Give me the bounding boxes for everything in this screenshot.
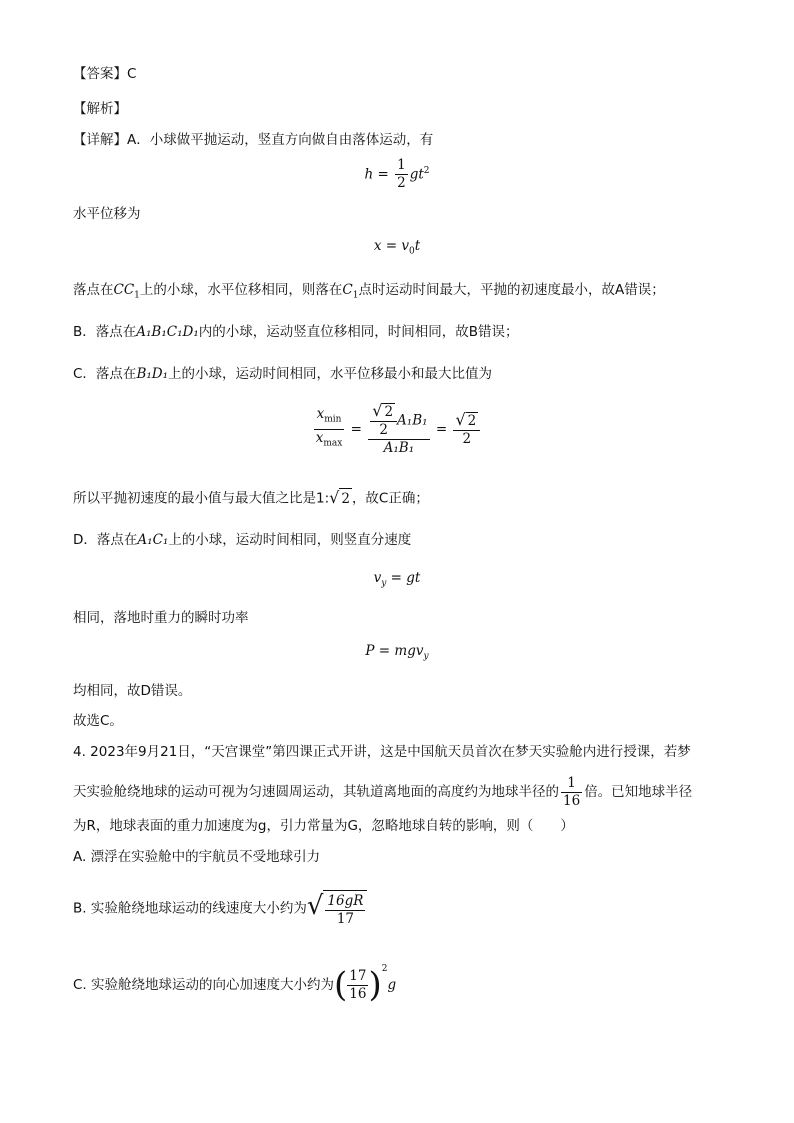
b-plane: A₁B₁C₁D₁	[136, 324, 199, 340]
q4-fraction	[561, 775, 582, 810]
ratio-seg-den: A₁B₁	[383, 440, 415, 456]
answer-label: 【答案】	[73, 66, 127, 82]
equation-h: h = $\frac{1}{2}$ $gt^2$	[364, 157, 430, 191]
choose-answer: 故选C。	[73, 713, 123, 729]
ratio-seg-num: A₁B₁	[397, 412, 428, 429]
eq-h-fraction	[395, 157, 408, 192]
ratio-xmin: x	[316, 406, 325, 423]
c-pre: C．落点在	[73, 366, 137, 382]
eq-x-sub: 0	[408, 246, 415, 257]
q4-frac-den: 16	[563, 792, 581, 809]
eq-h-right: gt	[409, 166, 424, 183]
ratio-result-fraction: $\frac{√ 2}{2}$	[453, 411, 480, 448]
c-conclusion-sqrt: √ 2	[329, 488, 350, 507]
equation-ratio: $\frac{x_{min}}{x_{max}}$ = $\frac{√ 2}{2}$ A₁B₁ A₁B₁ = $\frac{√ 2}{2}$	[0, 402, 794, 457]
eq-vy-right: = gt	[386, 570, 421, 586]
q4-optc-pre: C. 实验舱绕地球运动的向心加速度大小约为	[73, 977, 335, 993]
ratio-half-sqrt2: $\frac{√ 2}{2}$	[370, 402, 397, 439]
b-pre: B．落点在	[73, 324, 137, 340]
ratio-left-fraction	[314, 406, 345, 452]
q4-line1: 4. 2023年9月21日，“天宫课堂”第四课正式开讲，这是中国航天员首次在梦天实验舱内进行授课，若梦	[73, 744, 691, 760]
eq-h-left: h =	[364, 166, 394, 183]
a-pt: C	[342, 282, 353, 298]
d-post: 上的小球，运动时间相同，则竖直分速度	[168, 532, 412, 548]
q4-optc-den: 16	[349, 985, 367, 1002]
option-b-analysis	[73, 322, 519, 342]
d-same: 相同，落地时重力的瞬时功率	[73, 610, 249, 626]
detail-intro: 【详解】A．小球做平抛运动，竖直方向做自由落体运动，有	[73, 132, 434, 148]
c-conclusion-pre: 所以平抛初速度的最小值与最大值之比是1:	[73, 490, 330, 507]
c-conclusion-post: ，故C正确；	[351, 490, 429, 507]
analysis-label: 【解析】	[73, 101, 127, 117]
b-post: 内的小球，运动竖直位移相同，时间相同，故B错误；	[198, 324, 519, 340]
q4-option-b	[73, 886, 367, 931]
eq-x-left: x = v	[373, 238, 409, 254]
eq-h-num: 1	[397, 157, 406, 173]
q4-optc-fraction	[347, 968, 368, 1003]
eq-vy-sub: y	[381, 578, 387, 589]
equation-p	[0, 643, 794, 662]
ratio-half-den: 2	[379, 422, 388, 438]
q4-optc-post: g	[387, 977, 397, 993]
q4-line2-post: 倍。已知地球半径	[584, 784, 693, 800]
q4-frac-num: 1	[561, 775, 582, 793]
ratio-sqrt2: 2	[384, 404, 394, 420]
q4-option-a: A. 漂浮在实验舱中的宇航员不受地球引力	[73, 849, 321, 865]
a-seg-sub: 1	[134, 290, 140, 301]
ratio-xmax: x	[315, 430, 324, 446]
a-pre: 落点在	[73, 282, 114, 298]
c-post: 上的小球，运动时间相同，水平位移最小和最大比值为	[168, 366, 493, 382]
answer-value: C	[127, 66, 137, 82]
a-mid: 上的小球，水平位移相同，则落在	[139, 282, 343, 298]
q4-option-c: C. 实验舱绕地球运动的向心加速度大小约为( $\frac{17}{16}$ )$^2$g	[73, 964, 397, 1005]
eq-p-left: P = mgv	[365, 643, 424, 659]
c-conclusion	[73, 488, 429, 509]
a-seg: CC	[113, 282, 135, 298]
q4-optb-sqrt: √ $\frac{16gR}{17}$	[307, 886, 368, 931]
equation-x	[0, 238, 794, 257]
ratio-max-sub: max	[323, 438, 343, 449]
a-pt-sub: 1	[352, 290, 359, 301]
q4-optc-exp: 2	[381, 964, 388, 974]
eq-p-sub: y	[423, 651, 429, 662]
option-c-analysis	[73, 364, 492, 384]
c-seg: B₁D₁	[136, 366, 169, 382]
equation-vy	[0, 570, 794, 589]
horizontal-label: 水平位移为	[73, 206, 141, 222]
ratio-min-sub: min	[324, 415, 342, 425]
q4-line3: 为R，地球表面的重力加速度为g，引力常量为G，忽略地球自转的影响，则（ ）	[73, 818, 574, 834]
ratio-result-num: 2	[467, 413, 477, 429]
q4-optb-den: 17	[336, 911, 355, 927]
eq-x-t: t	[414, 238, 421, 254]
q4-line2-pre: 天实验舱绕地球的运动可视为匀速圆周运动，其轨道离地面的高度约为地球半径的	[73, 784, 559, 800]
option-a-analysis	[73, 280, 665, 306]
a-post: 点时运动时间最大，平抛的初速度最小，故A错误；	[358, 282, 665, 298]
d-seg: A₁C₁	[137, 532, 169, 548]
c-conclusion-rad: 2	[339, 488, 352, 509]
d-pre: D．落点在	[73, 532, 138, 548]
eq-h-den: 2	[397, 175, 406, 191]
q4-optb-num: 16gR	[327, 893, 364, 909]
q4-optb-pre: B. 实验舱绕地球运动的线速度大小约为	[73, 900, 307, 917]
answer-line	[73, 64, 136, 84]
eq-vy-left: v	[373, 570, 382, 586]
ratio-middle-fraction	[368, 402, 429, 457]
option-d-analysis	[73, 530, 411, 550]
q4-optc-num: 17	[349, 967, 367, 984]
d-conclusion: 均相同，故D错误。	[73, 683, 192, 699]
ratio-result-den: 2	[462, 431, 472, 447]
q4-line2	[73, 774, 692, 810]
